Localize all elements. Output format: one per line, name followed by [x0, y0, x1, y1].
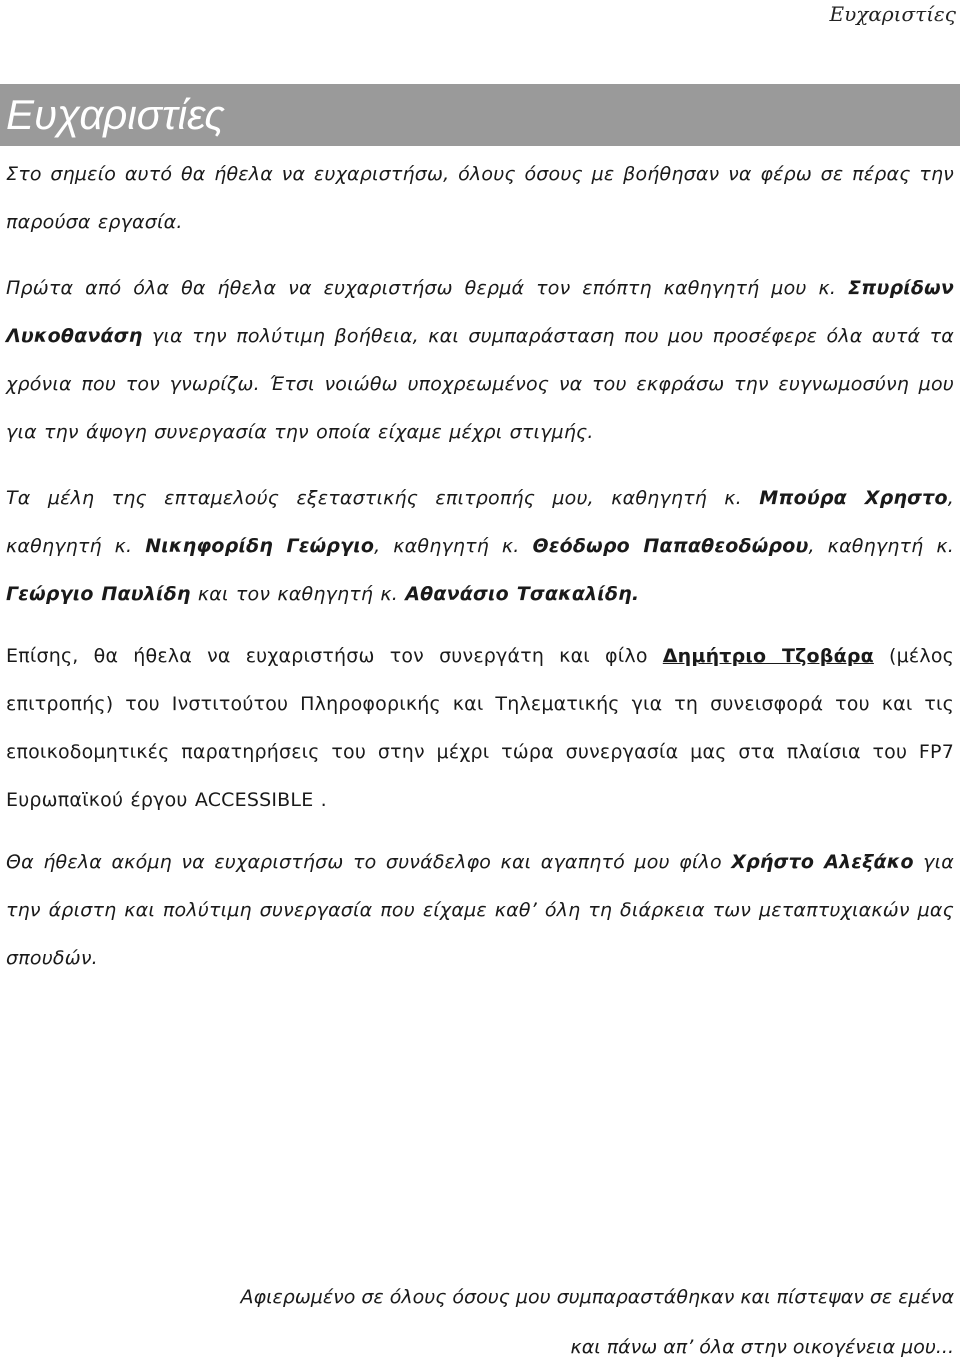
committee-sep-1: , καθηγητή κ. — [6, 487, 954, 557]
colleague-thanks: για την άριστη και πολύτιμη συνεργασία που είχαμε καθ’ όλη τη διάρκεια των μεταπτυχιακών μας σπουδών. — [6, 851, 954, 969]
acknowledgements-body — [6, 150, 954, 982]
committee-member-1: Μπούρα Χρηστο — [759, 487, 948, 509]
dedication-line-1: Αφιερωμένο σε όλους όσους μου συμπαραστάθηκαν και πίστεψαν σε εμένα — [240, 1286, 954, 1308]
running-header: Ευχαριστίες — [829, 2, 956, 26]
section-title: Ευχαριστίες — [6, 91, 225, 138]
supervisor-intro: Πρώτα από όλα θα ήθελα να ευχαριστήσω θερμά τον επόπτη καθηγητή μου κ. — [6, 277, 837, 299]
supervisor-name: Σπυρίδων Λυκοθανάση — [6, 277, 954, 347]
collaborator-name: Δημήτριο Τζοβάρα — [662, 645, 874, 667]
paragraph-supervisor — [6, 264, 954, 456]
committee-sep-3: , καθηγητή κ. — [808, 535, 954, 557]
committee-sep-4: και τον καθηγητή κ. — [197, 583, 398, 605]
paragraph-intro: Στο σημείο αυτό θα ήθελα να ευχαριστήσω, όλους όσους με βοήθησαν να φέρω σε πέρας την παρούσα εργασία. — [6, 163, 954, 233]
committee-member-5: Αθανάσιο Τσακαλίδη. — [405, 583, 640, 605]
collaborator-thanks: (μέλος επιτροπής) του Ινστιτούτου Πληροφορικής και Τηλεματικής για τη συνεισφορά του και τις εποικοδομητικές παρατηρήσεις του στην μέχρι τώρα συνεργασία μας στα πλαίσια του FP7 Ευρωπαϊκού έργου ACCESSIBLE . — [6, 645, 954, 811]
committee-sep-2: , καθηγητή κ. — [374, 535, 520, 557]
dedication-line-2: και πάνω απ’ όλα στην οικογένεια μου... — [570, 1336, 954, 1358]
colleague-name: Χρήστο Αλεξάκο — [731, 851, 914, 873]
paragraph-collaborator — [6, 632, 954, 824]
collaborator-intro: Επίσης, θα ήθελα να ευχαριστήσω τον συνεργάτη και φίλο — [6, 645, 648, 667]
paragraph-colleague — [6, 838, 954, 982]
committee-member-3: Θεόδωρο Παπαθεοδώρου — [532, 535, 809, 557]
section-title-bar — [0, 84, 960, 146]
committee-member-4: Γεώργιο Παυλίδη — [6, 583, 191, 605]
paragraph-committee — [6, 474, 954, 618]
colleague-intro: Θα ήθελα ακόμη να ευχαριστήσω το συνάδελφο και αγαπητό μου φίλο — [6, 851, 722, 873]
committee-member-2: Νικηφορίδη Γεώργιο — [145, 535, 375, 557]
supervisor-thanks: για την πολύτιμη βοήθεια, και συμπαράσταση που μου προσέφερε όλα αυτά τα χρόνια που τον γνωρίζω. Έτσι νοιώθω υποχρεωμένος να του εκφράσω την ευγνωμοσύνη μου για την άψογη συνεργασία την οποία είχαμε μέχρι στιγμής. — [6, 325, 954, 443]
dedication — [6, 1272, 954, 1372]
committee-intro: Τα μέλη της επταμελούς εξεταστικής επιτροπής μου, καθηγητή κ. — [6, 487, 742, 509]
